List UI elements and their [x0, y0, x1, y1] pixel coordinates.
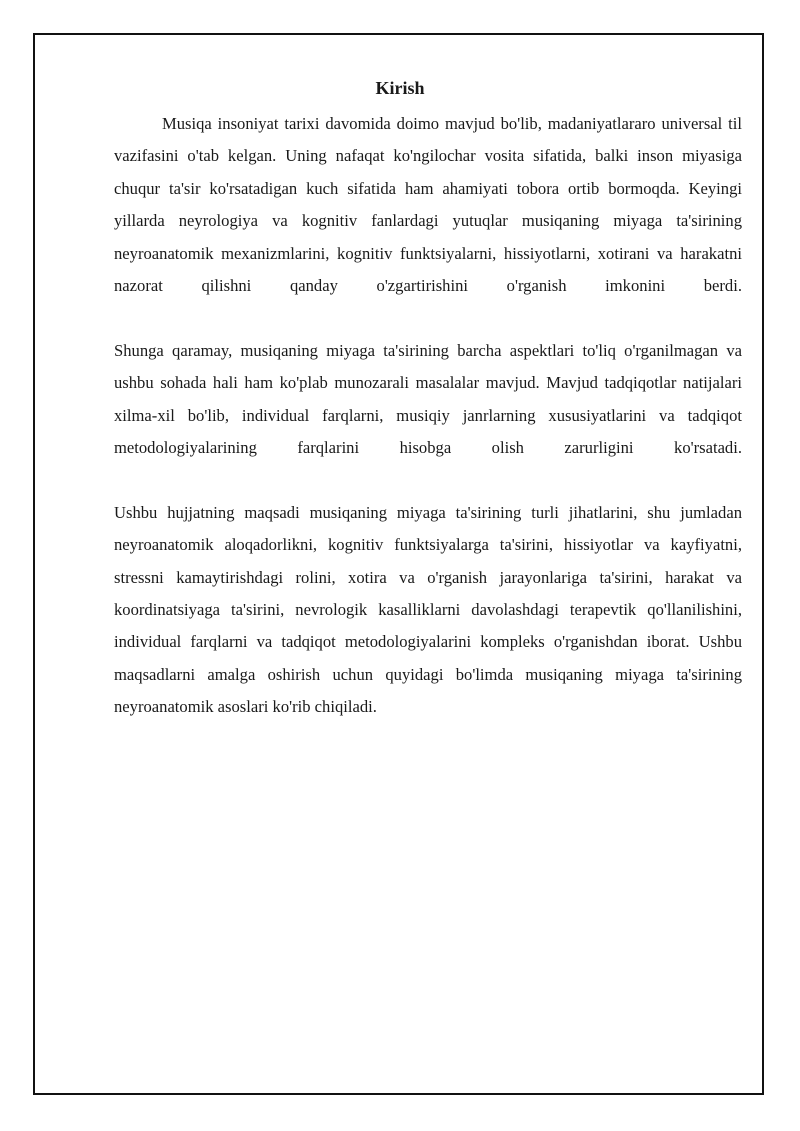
page-title: Kirish [375, 78, 425, 98]
document-body [114, 108, 742, 724]
paragraph-research-gaps: Shunga qaramay, musiqaning miyaga ta'sirining barcha aspektlari to'liq o'rganilmagan va ushbu sohada hali ham ko'plab munozarali masalalar mavjud. Mavjud tadqiqotlar natijalari xilma-xil bo'lib, individual farqlarni, musiqiy janrlarning xususiyatlarini va tadqiqot metodologiyalarining farqlarini hisobga olish zarurligini ko'rsatadi. [114, 340, 742, 458]
paragraph-spacer [114, 464, 742, 496]
paragraph-objectives: Ushbu hujjatning maqsadi musiqaning miyaga ta'sirining turli jihatlarini, shu jumladan neyroanatomik aloqadorlikni, kognitiv funktsiyalarga ta'sirini, hissiyotlar va kayfiyatni, stressni kamaytirishdagi rolini, xotira va o'rganish jarayonlariga ta'sirini, harakat va koordinatsiyaga ta'sirini, nevrologik kasalliklarni davolashdagi terapevtik qo'llanilishini, individual farqlarni va tadqiqot metodologiyalarini kompleks o'rganishdan iborat. Ushbu maqsadlarni amalga oshirish uchun quyidagi bo'limda musiqaning miyaga ta'sirining neyroanatomik asoslari ko'rib chiqiladi. [114, 502, 742, 717]
paragraph-spacer [114, 302, 742, 334]
paragraph-intro: Musiqa insoniyat tarixi davomida doimo mavjud bo'lib, madaniyatlararo universal til vazifasini o'tab kelgan. Uning nafaqat ko'ngilochar vosita sifatida, balki inson miyasiga chuqur ta'sir ko'rsatadigan kuch sifatida ham ahamiyati tobora ortib bormoqda. Keyingi yillarda neyrologiya va kognitiv fanlardagi yutuqlar musiqaning miyaga ta'sirining neyroanatomik mexanizmlarini, kognitiv funktsiyalarni, hissiyotlarni, xotirani va harakatni nazorat qilishni qanday o'zgartirishini o'rganish imkonini berdi. [114, 114, 742, 296]
